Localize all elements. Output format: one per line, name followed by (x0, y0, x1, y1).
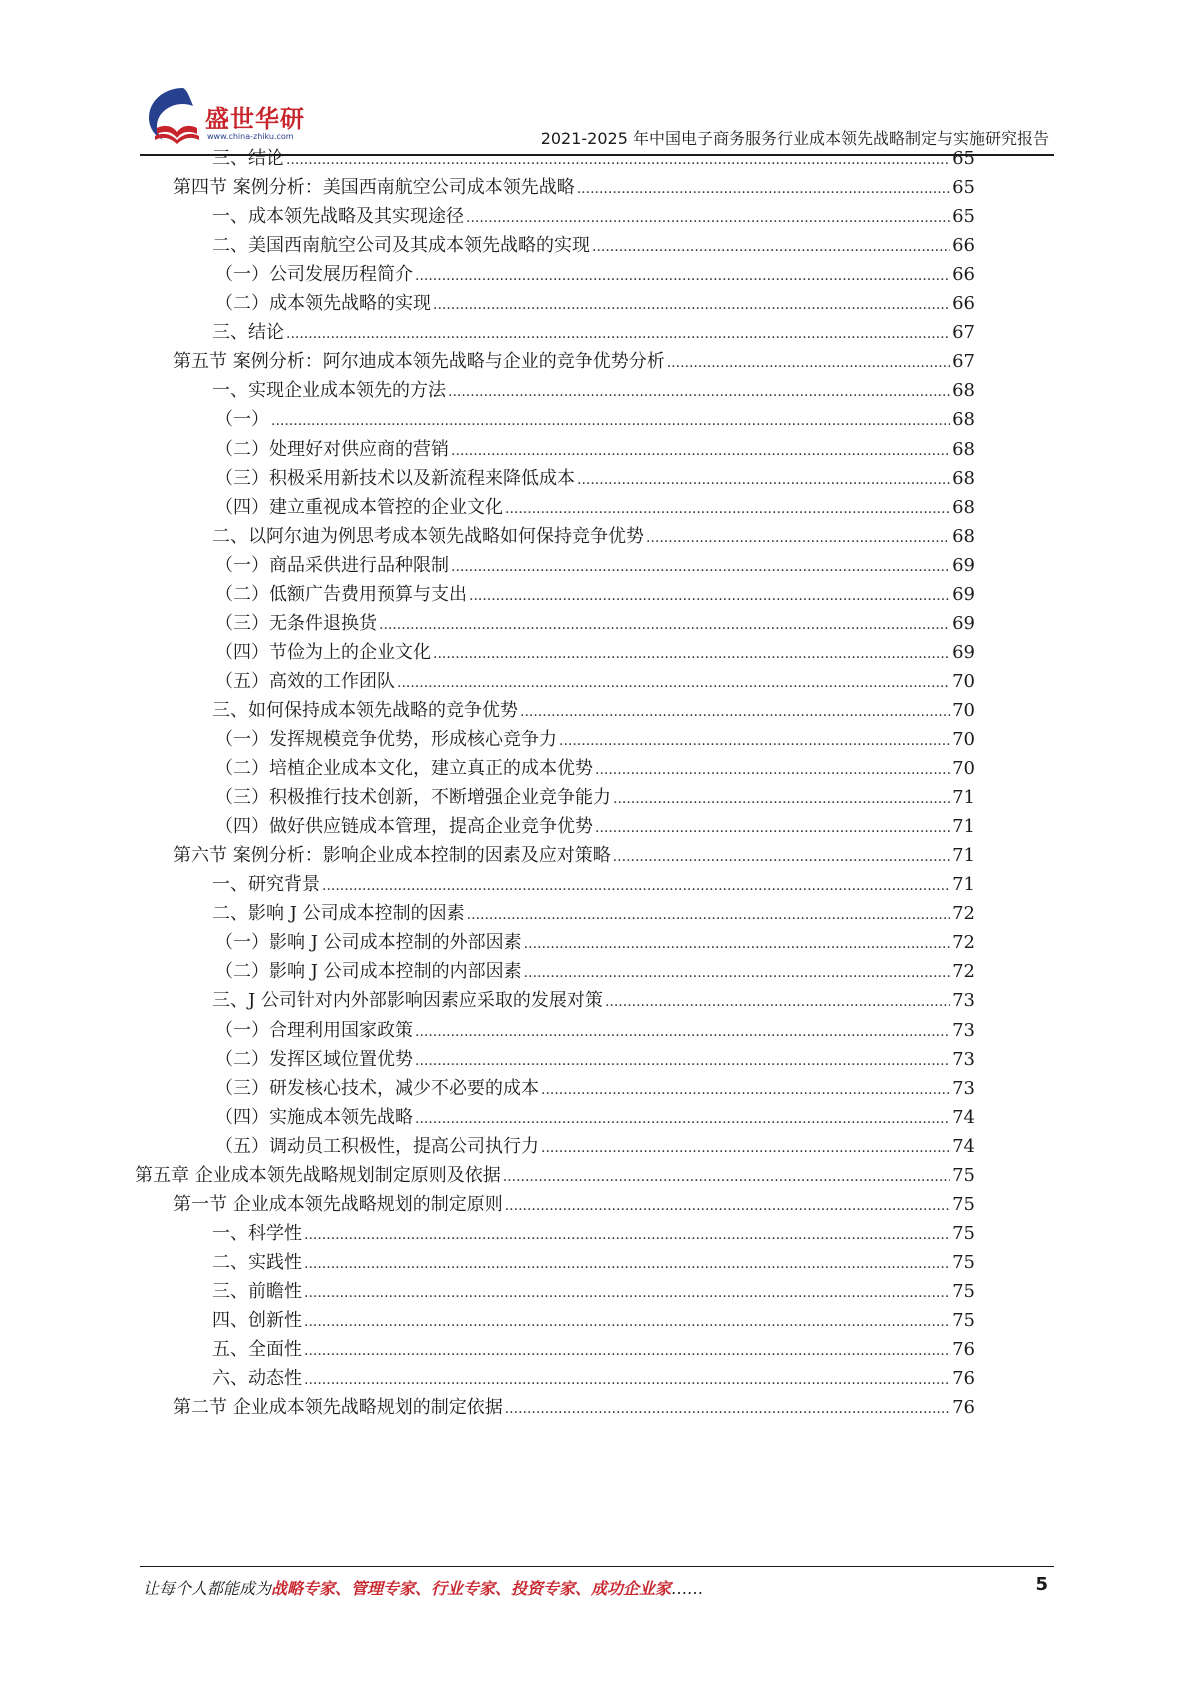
toc-entry[interactable] (215, 1016, 975, 1046)
toc-entry-title: 六、动态性 (212, 1368, 302, 1390)
toc-entry-title: （三）积极推行技术创新，不断增强企业竞争能力 (215, 787, 611, 809)
toc-dot-leader (271, 406, 950, 436)
toc-entry[interactable] (212, 986, 975, 1016)
toc-entry-title: 第四节 案例分析：美国西南航空公司成本领先战略 (173, 177, 575, 199)
toc-entry[interactable] (212, 696, 975, 726)
toc-dot-leader (595, 755, 950, 785)
toc-entry-page: 67 (952, 322, 975, 344)
toc-dot-leader (520, 697, 950, 727)
toc-entry-page: 68 (952, 409, 975, 431)
toc-dot-leader (415, 261, 950, 291)
toc-entry[interactable] (212, 1277, 975, 1307)
toc-entry-page: 76 (952, 1397, 975, 1419)
logo-url: www.china-zhiku.com (207, 132, 294, 141)
toc-dot-leader (467, 900, 950, 930)
toc-entry[interactable] (215, 957, 975, 987)
toc-entry-title: 二、影响 J 公司成本控制的因素 (212, 903, 465, 925)
toc-entry[interactable] (212, 231, 975, 261)
toc-entry-title: （一）发挥规模竞争优势，形成核心竞争力 (215, 729, 557, 750)
toc-entry-title: 三、结论 (212, 322, 284, 344)
toc-entry[interactable] (212, 899, 975, 929)
toc-entry[interactable] (215, 405, 975, 435)
toc-entry-title: （二）处理好对供应商的营销 (215, 438, 449, 460)
toc-entry-page: 70 (952, 758, 975, 780)
toc-dot-leader (322, 871, 950, 901)
toc-entry-title: （二）低额广告费用预算与支出 (215, 583, 467, 605)
page-number: 5 (1035, 1574, 1048, 1595)
toc-entry-title: （四）做好供应链成本管理，提高企业竞争优势 (215, 816, 593, 838)
toc-dot-leader (605, 987, 950, 1017)
toc-entry[interactable] (173, 841, 975, 871)
toc-entry[interactable] (212, 1248, 975, 1278)
toc-entry-page: 75 (952, 1164, 975, 1186)
toc-entry[interactable] (212, 1219, 975, 1249)
logo-name: 盛世华研 (205, 105, 305, 133)
toc-entry-title: （一）影响 J 公司成本控制的外部因素 (215, 932, 522, 954)
toc-dot-leader (286, 319, 950, 349)
toc-entry-page: 74 (952, 1135, 975, 1157)
toc-entry[interactable] (215, 928, 975, 958)
toc-entry-title: 二、以阿尔迪为例思考成本领先战略如何保持竞争优势 (212, 525, 644, 547)
toc-entry[interactable] (215, 464, 975, 494)
toc-dot-leader (524, 958, 950, 988)
toc-entry-page: 71 (952, 874, 975, 896)
toc-entry-title: 二、实践性 (212, 1251, 302, 1273)
toc-entry-title: （四）节俭为上的企业文化 (215, 641, 431, 663)
toc-entry-page: 66 (952, 293, 975, 315)
toc-entry-page: 72 (952, 932, 975, 954)
toc-dot-leader (505, 1191, 950, 1221)
toc-entry-page: 73 (952, 1019, 975, 1041)
toc-dot-leader (592, 232, 950, 262)
toc-entry-title: 三、如何保持成本领先战略的竞争优势 (212, 699, 518, 721)
toc-entry-title: （五）高效的工作团队 (215, 670, 395, 692)
toc-entry[interactable] (212, 870, 975, 900)
toc-dot-leader (304, 1365, 950, 1395)
toc-entry[interactable] (215, 1074, 975, 1104)
toc-entry-page: 76 (952, 1368, 975, 1390)
toc-dot-leader (503, 1162, 950, 1192)
toc-entry-title: （二）成本领先战略的实现 (215, 293, 431, 315)
toc-dot-leader (304, 1249, 950, 1279)
toc-entry-title: 三、前瞻性 (212, 1280, 302, 1302)
toc-entry-page: 73 (952, 1077, 975, 1099)
toc-entry[interactable] (215, 1045, 975, 1075)
toc-entry-page: 71 (952, 787, 975, 809)
toc-entry[interactable] (215, 551, 975, 581)
toc-entry[interactable] (215, 493, 975, 523)
toc-entry-title: 第五节 案例分析：阿尔迪成本领先战略与企业的竞争优势分析 (173, 351, 665, 373)
toc-entry-page: 69 (952, 583, 975, 605)
toc-entry[interactable] (215, 725, 975, 755)
toc-entry[interactable] (215, 260, 975, 290)
toc-entry-title: 三、J 公司针对内外部影响因素应采取的发展对策 (212, 990, 603, 1012)
toc-entry-title: （三）无条件退换货 (215, 612, 377, 634)
toc-dot-leader (451, 436, 950, 466)
toc-entry-title: （一）合理利用国家政策 (215, 1019, 413, 1041)
toc-entry-page: 71 (952, 816, 975, 838)
toc-entry-page: 65 (952, 206, 975, 228)
toc-entry-title: 一、研究背景 (212, 874, 320, 896)
toc-entry-title: （一） (215, 409, 269, 431)
toc-dot-leader (304, 1278, 950, 1308)
toc-entry[interactable] (215, 754, 975, 784)
toc-entry[interactable] (212, 522, 975, 552)
toc-entry-page: 71 (952, 845, 975, 867)
toc-entry[interactable] (212, 318, 975, 348)
toc-entry-title: 二、美国西南航空公司及其成本领先战略的实现 (212, 235, 590, 257)
toc-entry[interactable] (212, 1364, 975, 1394)
toc-entry-title: （二）影响 J 公司成本控制的内部因素 (215, 961, 522, 983)
toc-dot-leader (577, 465, 950, 495)
toc-entry[interactable] (215, 667, 975, 697)
toc-entry[interactable] (173, 1393, 975, 1423)
toc-entry[interactable] (173, 347, 975, 377)
toc-dot-leader (524, 929, 950, 959)
toc-entry-title: （二）发挥区域位置优势 (215, 1048, 413, 1070)
toc-dot-leader (559, 726, 950, 756)
toc-entry-page: 74 (952, 1106, 975, 1128)
toc-dot-leader (415, 1046, 950, 1076)
page-header (0, 0, 1191, 160)
report-title: 2021-2025 年中国电子商务服务行业成本领先战略制定与实施研究报告 (540, 129, 1049, 148)
toc-entry-page: 73 (952, 1048, 975, 1070)
toc-dot-leader (577, 174, 950, 204)
logo-emblem-icon (143, 84, 209, 150)
toc-entry-page: 66 (952, 264, 975, 286)
toc-entry[interactable] (215, 783, 975, 813)
toc-dot-leader (379, 610, 950, 640)
toc-dot-leader (397, 668, 950, 698)
toc-entry[interactable] (212, 144, 975, 174)
toc-dot-leader (415, 1017, 950, 1047)
toc-entry-page: 72 (952, 961, 975, 983)
toc-entry[interactable] (212, 1335, 975, 1365)
toc-dot-leader (304, 1336, 950, 1366)
toc-entry-title: （一）商品采供进行品种限制 (215, 554, 449, 576)
toc-entry-title: （三）研发核心技术，减少不必要的成本 (215, 1077, 539, 1099)
toc-entry-page: 67 (952, 351, 975, 373)
toc-entry-title: 五、全面性 (212, 1339, 302, 1361)
toc-entry[interactable] (215, 812, 975, 842)
company-logo (143, 84, 333, 150)
toc-entry-page: 65 (952, 148, 975, 169)
toc-entry-title: 第一节 企业成本领先战略规划的制定原则 (173, 1193, 503, 1215)
toc-dot-leader (448, 377, 950, 407)
toc-entry-title: （四）实施成本领先战略 (215, 1106, 413, 1128)
toc-entry-title: （三）积极采用新技术以及新流程来降低成本 (215, 467, 575, 489)
toc-dot-leader (613, 842, 950, 872)
toc-entry[interactable] (215, 1132, 975, 1162)
toc-entry-page: 70 (952, 729, 975, 750)
toc-entry-page: 66 (952, 235, 975, 257)
toc-entry-page: 76 (952, 1339, 975, 1361)
toc-entry-page: 75 (952, 1310, 975, 1331)
toc-dot-leader (466, 203, 950, 233)
toc-entry-page: 68 (952, 525, 975, 547)
toc-entry-page: 70 (952, 699, 975, 721)
slogan-prefix: 让每个人都能成为 (143, 1579, 272, 1598)
toc-entry-title: （一）公司发展历程简介 (215, 264, 413, 286)
toc-entry-title: （四）建立重视成本管控的企业文化 (215, 496, 503, 518)
toc-dot-leader (433, 639, 950, 669)
toc-dot-leader (541, 1133, 950, 1163)
footer-slogan (143, 1576, 703, 1599)
toc-entry-page: 75 (952, 1280, 975, 1302)
toc-entry[interactable] (212, 1306, 975, 1336)
toc-entry-page: 72 (952, 903, 975, 925)
slogan-suffix: …… (671, 1579, 704, 1598)
slogan-highlight: 战略专家、管理专家、行业专家、投资专家、成功企业家 (271, 1579, 672, 1598)
toc-entry-title: 一、实现企业成本领先的方法 (212, 380, 446, 402)
toc-entry[interactable] (215, 435, 975, 465)
toc-entry-page: 69 (952, 612, 975, 634)
toc-dot-leader (415, 1104, 950, 1134)
toc-dot-leader (433, 290, 950, 320)
toc-entry-title: 一、科学性 (212, 1222, 302, 1244)
toc-dot-leader (613, 784, 950, 814)
toc-entry-title: 一、成本领先战略及其实现途径 (212, 206, 464, 228)
toc-entry[interactable] (215, 580, 975, 610)
toc-entry-title: （二）培植企业成本文化，建立真正的成本优势 (215, 758, 593, 780)
toc-entry[interactable] (215, 289, 975, 319)
toc-dot-leader (304, 1307, 950, 1337)
toc-dot-leader (304, 1220, 950, 1250)
toc-entry-page: 73 (952, 990, 975, 1012)
toc-entry[interactable] (135, 1161, 975, 1191)
toc-entry[interactable] (212, 202, 975, 232)
toc-dot-leader (541, 1075, 950, 1105)
toc-entry-page: 75 (952, 1193, 975, 1215)
toc-entry-title: （五）调动员工积极性，提高公司执行力 (215, 1135, 539, 1157)
footer-divider (140, 1566, 1054, 1567)
toc-entry[interactable] (212, 376, 975, 406)
toc-entry-page: 75 (952, 1222, 975, 1244)
toc-entry-title: 第六节 案例分析：影响企业成本控制的因素及应对策略 (173, 845, 611, 867)
toc-entry-page: 68 (952, 438, 975, 460)
toc-entry-page: 68 (952, 467, 975, 489)
toc-dot-leader (505, 1394, 950, 1424)
toc-entry-title: 三、结论 (212, 148, 284, 169)
toc-entry-page: 69 (952, 554, 975, 576)
toc-dot-leader (646, 523, 950, 553)
toc-entry-page: 68 (952, 496, 975, 518)
toc-entry-title: 第五章 企业成本领先战略规划制定原则及依据 (135, 1164, 501, 1186)
toc-entry-title: 第二节 企业成本领先战略规划的制定依据 (173, 1397, 503, 1419)
toc-dot-leader (505, 494, 950, 524)
toc-entry[interactable] (215, 638, 975, 668)
toc-dot-leader (667, 348, 950, 378)
toc-entry-page: 65 (952, 177, 975, 199)
toc-dot-leader (286, 145, 950, 175)
toc-entry[interactable] (215, 609, 975, 639)
toc-dot-leader (595, 813, 950, 843)
toc-entry-page: 75 (952, 1251, 975, 1273)
toc-entry-title: 四、创新性 (212, 1310, 302, 1331)
toc-dot-leader (451, 552, 950, 582)
toc-entry[interactable] (215, 1103, 975, 1133)
toc-dot-leader (469, 581, 950, 611)
toc-entry-page: 69 (952, 641, 975, 663)
toc-entry[interactable] (173, 173, 975, 203)
toc-entry[interactable] (173, 1190, 975, 1220)
toc-entry-page: 68 (952, 380, 975, 402)
toc-entry-page: 70 (952, 670, 975, 692)
